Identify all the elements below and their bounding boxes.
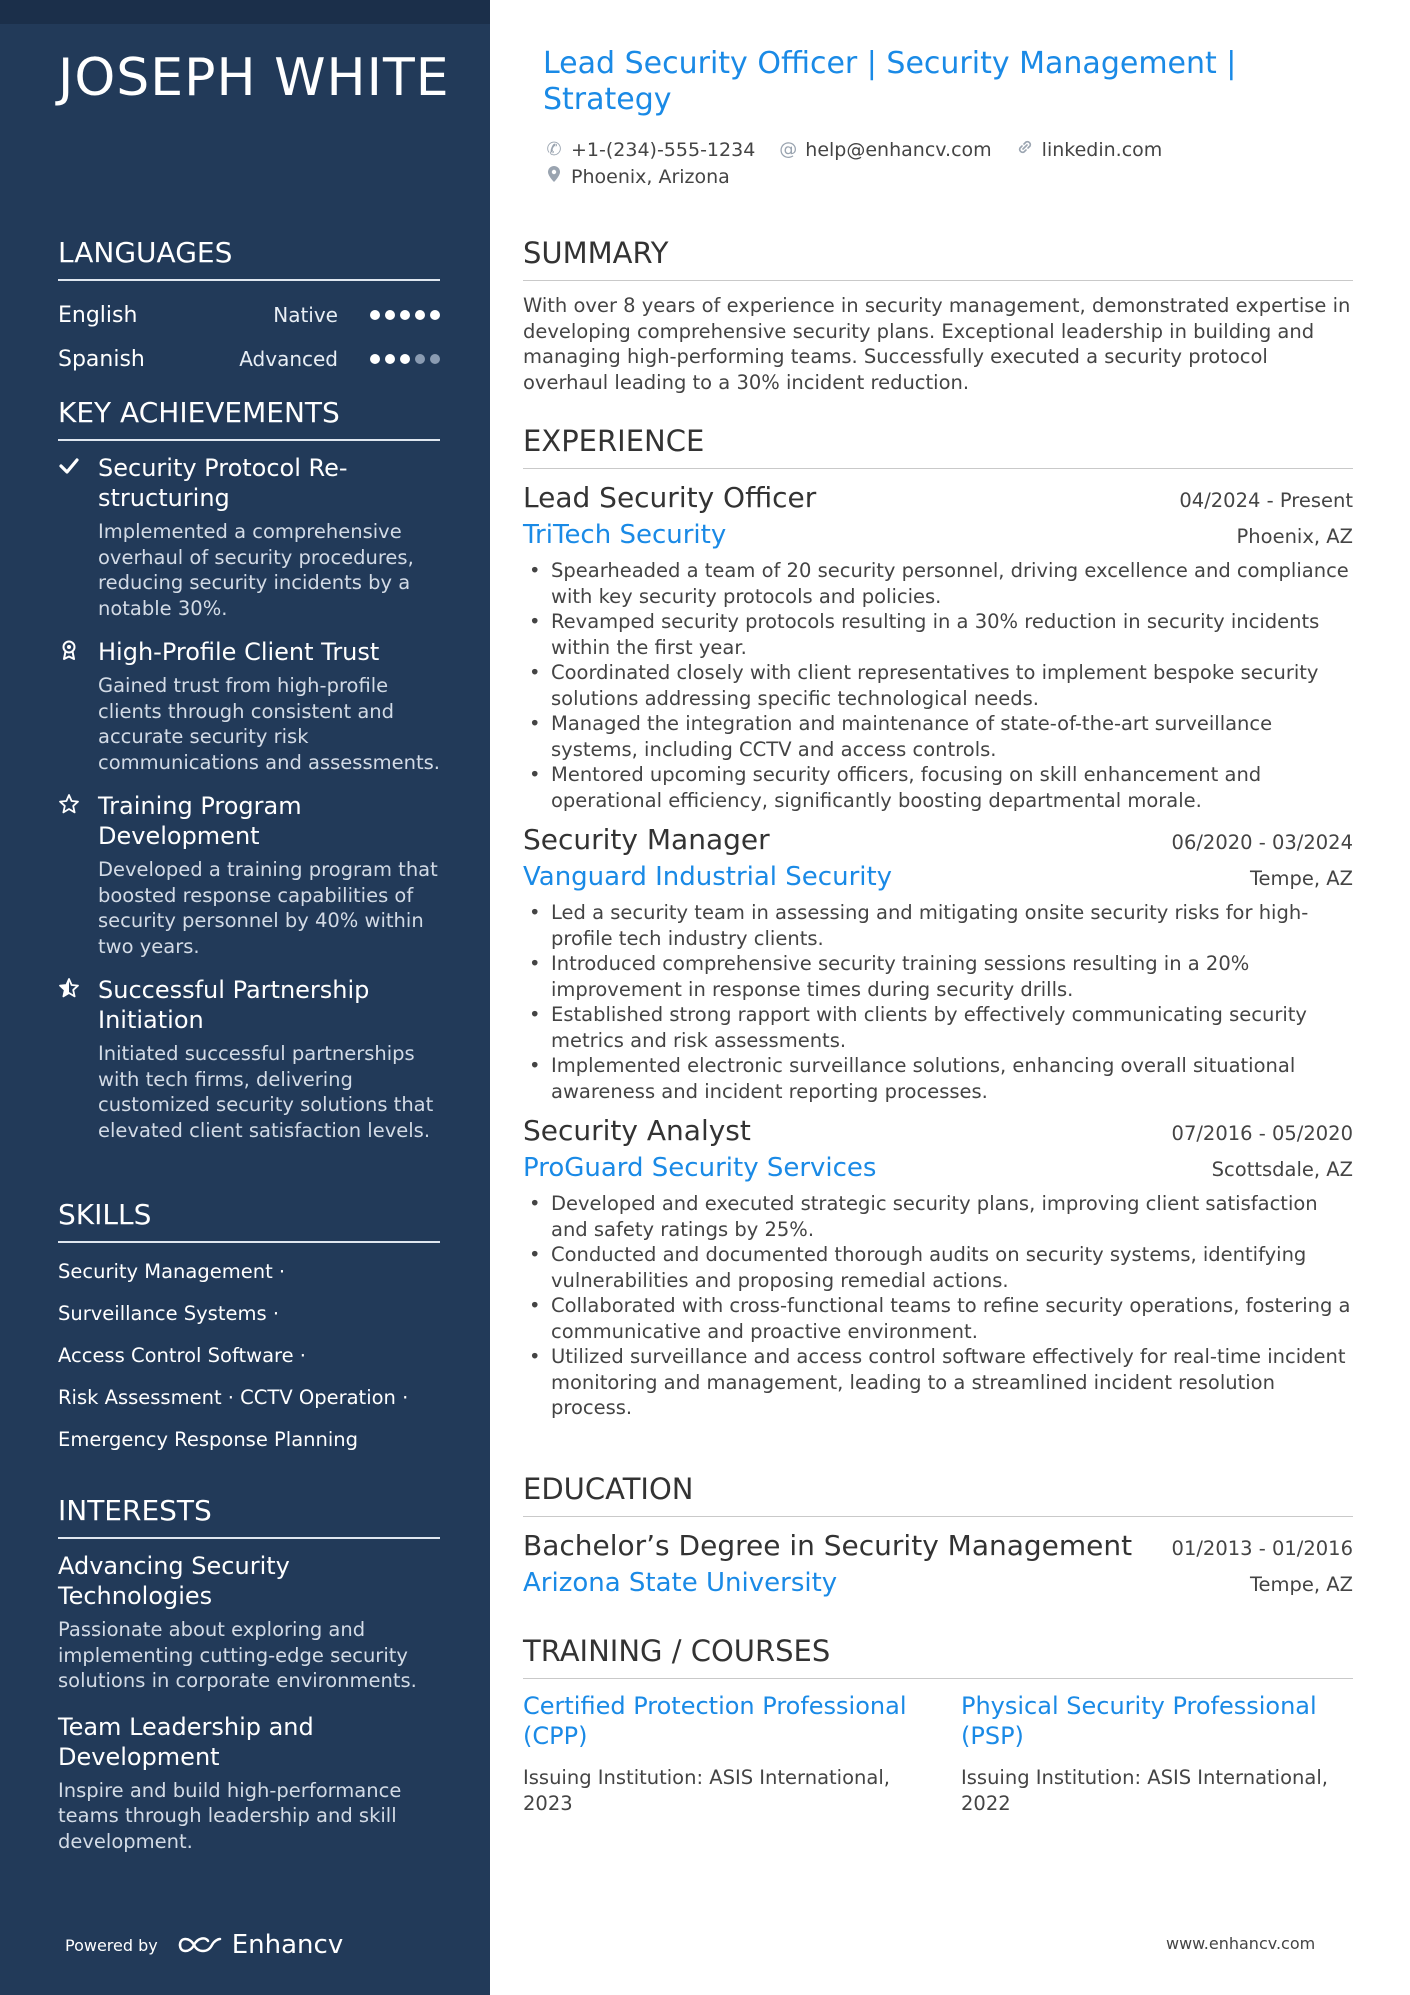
bullet-item: • Mentored upcoming security officers, focusing on skill enhancement and operational efficiency, significantly boosting departmental morale. [523, 762, 1353, 813]
degree: Bachelor’s Degree in Security Management [523, 1529, 1133, 1562]
language-name: Spanish [58, 346, 145, 372]
skill-line: Emergency Response Planning [58, 1428, 359, 1451]
star-outline-icon [58, 791, 98, 959]
job-bullets [523, 900, 1353, 1104]
job-header [523, 481, 1353, 514]
skill-line: Risk Assessment · CCTV Operation · [58, 1386, 409, 1409]
sidebar-top-bar [0, 0, 490, 24]
linkedin-contact[interactable] [1014, 138, 1163, 161]
achievement-description: Initiated successful partnerships with tech firms, delivering customized security solutions that elevated client satisfaction levels. [98, 1042, 434, 1142]
interests-title: INTERESTS [58, 1494, 440, 1539]
education-section [523, 1472, 1353, 1598]
bullet-item: • Managed the integration and maintenance of state-of-the-art surveillance systems, including CCTV and access controls. [523, 711, 1353, 762]
education-title: EDUCATION [523, 1472, 1353, 1517]
achievement-item [58, 637, 440, 775]
headline: Lead Security Officer | Security Management | Strategy [543, 46, 1237, 117]
enhancv-logo-icon [176, 1933, 222, 1957]
company-name: Vanguard Industrial Security [523, 862, 893, 892]
location-text: Phoenix, Arizona [571, 165, 730, 188]
proficiency-dot-filled [370, 354, 380, 364]
language-row [58, 337, 440, 381]
education-location: Tempe, AZ [1249, 1573, 1353, 1596]
company-name: ProGuard Security Services [523, 1153, 877, 1183]
summary-text: With over 8 years of experience in security management, demonstrated expertise in developing comprehensive security plans. Exceptional leadership in building and managing high-performing teams. Successfully executed a security protocol overhaul leading to a 30% incident reduction. [523, 294, 1351, 394]
footer-url[interactable]: www.enhancv.com [1166, 1934, 1316, 1953]
experience-title: EXPERIENCE [523, 424, 1353, 469]
achievement-description: Implemented a comprehensive overhaul of security procedures, reducing security incidents by a notable 30%. [98, 520, 414, 620]
language-name: English [58, 302, 138, 328]
languages-title: LANGUAGES [58, 236, 440, 281]
proficiency-dot-filled [385, 354, 395, 364]
bullet-item: • Developed and executed strategic security plans, improving client satisfaction and safety ratings by 25%. [523, 1191, 1353, 1242]
phone-text: +1-(234)-555-1234 [571, 138, 756, 161]
skill-line: Security Management · [58, 1260, 286, 1283]
achievement-body [98, 453, 440, 621]
job-bullets [523, 1191, 1353, 1421]
at-icon: @ [779, 139, 798, 160]
achievement-title: Successful Partnership Initiation [98, 976, 370, 1034]
language-row [58, 293, 440, 337]
job-date: 07/2016 - 05/2020 [1171, 1122, 1353, 1145]
proficiency-dot-empty [415, 354, 425, 364]
email-text: help@enhancv.com [805, 138, 992, 161]
language-level: Native [273, 303, 338, 327]
star-half-icon [58, 975, 98, 1143]
location-contact [543, 165, 730, 188]
course-title: Certified Protection Professional (CPP) [523, 1692, 907, 1750]
achievement-item [58, 975, 440, 1143]
job-subheader [523, 520, 1353, 550]
bullet-item: • Utilized surveillance and access control software effectively for real-time incident monitoring and management, leading to a streamlined incident resolution process. [523, 1344, 1353, 1421]
training-title: TRAINING / COURSES [523, 1634, 1353, 1679]
proficiency-dot-empty [430, 354, 440, 364]
job-entry [523, 1114, 1353, 1421]
job-header [523, 1114, 1353, 1147]
job-title: Lead Security Officer [523, 481, 817, 514]
skills-title: SKILLS [58, 1198, 440, 1243]
skills-section [58, 1198, 440, 1461]
powered-by[interactable] [65, 1930, 343, 1960]
school: Arizona State University [523, 1568, 838, 1598]
interest-description: Passionate about exploring and implementing cutting-edge security solutions in corporate environments. [58, 1618, 417, 1692]
skill-line: Surveillance Systems · [58, 1302, 280, 1325]
bullet-item: • Spearheaded a team of 20 security personnel, driving excellence and compliance with key security protocols and policies. [523, 558, 1353, 609]
language-level: Advanced [239, 347, 338, 371]
job-subheader [523, 1153, 1353, 1183]
award-icon [58, 637, 98, 775]
job-header [523, 823, 1353, 856]
proficiency-dot-filled [430, 310, 440, 320]
interest-title: Team Leadership and Development [58, 1712, 314, 1771]
proficiency-dot-filled [385, 310, 395, 320]
course-item [961, 1691, 1353, 1817]
candidate-name: JOSEPH WHITE [58, 48, 450, 108]
languages-section [58, 236, 440, 381]
course-item [523, 1691, 915, 1817]
summary-title: SUMMARY [523, 236, 1353, 281]
course-description: Issuing Institution: ASIS International, 2022 [961, 1766, 1328, 1815]
achievements-section [58, 396, 440, 1159]
job-title: Security Manager [523, 823, 770, 856]
job-date: 04/2024 - Present [1179, 489, 1353, 512]
bullet-item: • Conducted and documented thorough audits on security systems, identifying vulnerabilities and proposing remedial actions. [523, 1242, 1353, 1293]
achievement-title: Training Program Development [98, 792, 302, 850]
achievement-body [98, 637, 440, 775]
bullet-item: • Revamped security protocols resulting in a 30% reduction in security incidents within the first year. [523, 609, 1353, 660]
location-pin-icon [543, 165, 565, 188]
phone-contact[interactable] [543, 139, 755, 161]
achievement-body [98, 975, 440, 1143]
job-date: 06/2020 - 03/2024 [1171, 831, 1353, 854]
achievement-description: Gained trust from high-profile clients through consistent and accurate security risk communications and assessments. [98, 674, 440, 774]
job-subheader [523, 862, 1353, 892]
sidebar [0, 0, 490, 1995]
email-contact[interactable] [777, 139, 991, 161]
enhancv-brand: Enhancv [231, 1930, 344, 1960]
education-date: 01/2013 - 01/2016 [1171, 1537, 1353, 1560]
bullet-item: • Coordinated closely with client representatives to implement bespoke security solutions addressing specific technological needs. [523, 660, 1353, 711]
link-icon [1014, 138, 1036, 161]
proficiency-dot-filled [400, 310, 410, 320]
course-title: Physical Security Professional (PSP) [961, 1692, 1317, 1750]
achievement-description: Developed a training program that boosted response capabilities of security personnel by 40% within two years. [98, 858, 438, 958]
bullet-item: • Collaborated with cross-functional teams to refine security operations, fostering a communicative and proactive environment. [523, 1293, 1353, 1344]
job-entry [523, 481, 1353, 813]
linkedin-text: linkedin.com [1041, 138, 1163, 161]
achievement-item [58, 453, 440, 621]
language-proficiency-dots [370, 310, 440, 320]
achievements-title: KEY ACHIEVEMENTS [58, 396, 440, 441]
language-proficiency-dots [370, 354, 440, 364]
skill-line: Access Control Software · [58, 1344, 306, 1367]
job-location: Phoenix, AZ [1236, 525, 1353, 548]
job-location: Scottsdale, AZ [1211, 1158, 1353, 1181]
company-name: TriTech Security [523, 520, 727, 550]
phone-icon: ✆ [546, 139, 562, 160]
bullet-item: • Implemented electronic surveillance solutions, enhancing overall situational awareness and incident reporting processes. [523, 1053, 1353, 1104]
bullet-item: • Established strong rapport with clients by effectively communicating security metrics and risk assessments. [523, 1002, 1353, 1053]
bullet-item: • Introduced comprehensive security training sessions resulting in a 20% improvement in response times during security drills. [523, 951, 1353, 1002]
interests-section [58, 1494, 440, 1872]
proficiency-dot-filled [370, 310, 380, 320]
bullet-item: • Led a security team in assessing and mitigating onsite security risks for high-profile tech industry clients. [523, 900, 1353, 951]
check-icon [58, 453, 98, 621]
achievement-title: High-Profile Client Trust [98, 638, 380, 666]
job-bullets [523, 558, 1353, 813]
contact-info [543, 136, 1323, 190]
job-entry [523, 823, 1353, 1104]
interest-description: Inspire and build high-performance teams through leadership and skill development. [58, 1778, 402, 1853]
achievement-item [58, 791, 440, 959]
achievement-title: Security Protocol Re-structuring [98, 454, 348, 512]
proficiency-dot-filled [400, 354, 410, 364]
course-description: Issuing Institution: ASIS International, 2023 [523, 1766, 890, 1815]
job-title: Security Analyst [523, 1114, 751, 1147]
achievement-body [98, 791, 440, 959]
interest-title: Advancing Security Technologies [58, 1552, 290, 1610]
proficiency-dot-filled [415, 310, 425, 320]
experience-section [523, 424, 1353, 1431]
training-section [523, 1634, 1353, 1817]
powered-by-label: Powered by [65, 1935, 158, 1955]
summary-section [523, 236, 1353, 395]
job-location: Tempe, AZ [1249, 867, 1353, 890]
